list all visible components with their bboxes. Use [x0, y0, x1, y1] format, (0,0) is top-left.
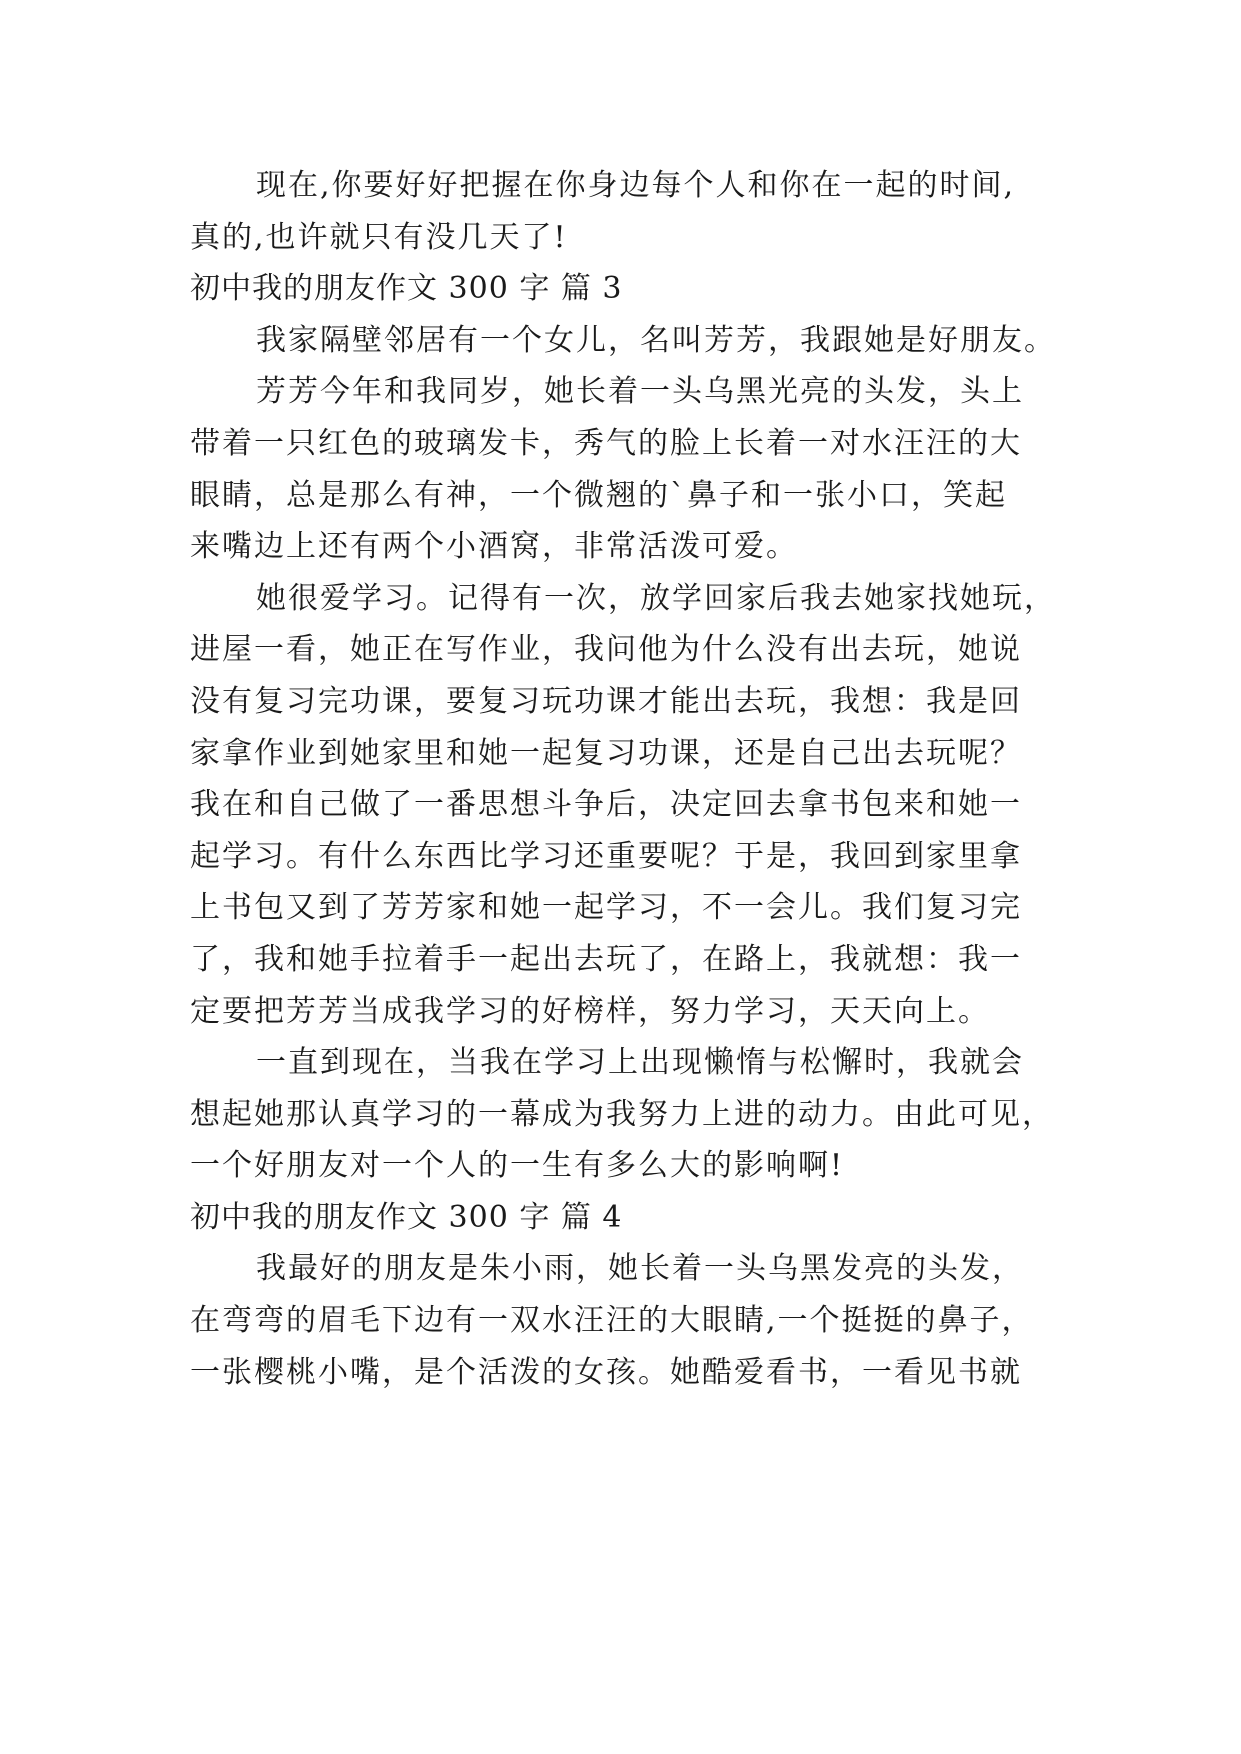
section-heading: 初中我的朋友作文 300 字 篇 4 — [190, 1199, 623, 1235]
paragraph-line: 上书包又到了芳芳家和她一起学习，不一会儿。我们复习完 — [190, 890, 1022, 926]
paragraph-line: 真的,也许就只有没几天了! — [190, 219, 568, 255]
paragraph-line: 现在,你要好好把握在你身边每个人和你在一起的时间, — [256, 168, 1016, 203]
paragraph-line: 来嘴边上还有两个小酒窝，非常活泼可爱。 — [190, 529, 798, 565]
paragraph-line: 想起她那认真学习的一幕成为我努力上进的动力。由此可见， — [190, 1096, 1054, 1132]
paragraph-line: 我在和自己做了一番思想斗争后，决定回去拿书包来和她一 — [190, 787, 1022, 823]
paragraph-line: 我家隔壁邻居有一个女儿，名叫芳芳，我跟她是好朋友。 — [256, 322, 1056, 358]
section-heading: 初中我的朋友作文 300 字 篇 3 — [190, 271, 623, 307]
paragraph-line: 起学习。有什么东西比学习还重要呢？于是，我回到家里拿 — [190, 838, 1022, 874]
paragraph-line: 一个好朋友对一个人的一生有多么大的影响啊! — [190, 1148, 845, 1184]
paragraph-line: 了，我和她手拉着手一起出去玩了，在路上，我就想：我一 — [190, 941, 1022, 977]
paragraph-line: 她很爱学习。记得有一次，放学回家后我去她家找她玩， — [256, 580, 1056, 616]
paragraph-line: 眼睛，总是那么有神，一个微翘的`鼻子和一张小口，笑起 — [190, 477, 1007, 513]
paragraph-line: 我最好的朋友是朱小雨，她长着一头乌黑发亮的头发， — [256, 1251, 1024, 1287]
document-body — [190, 160, 1056, 1398]
paragraph-line: 定要把芳芳当成我学习的好榜样，努力学习，天天向上。 — [190, 993, 990, 1029]
paragraph-line: 在弯弯的眉毛下边有一双水汪汪的大眼睛,一个挺挺的鼻子， — [190, 1303, 1034, 1339]
paragraph-line: 芳芳今年和我同岁，她长着一头乌黑光亮的头发，头上 — [256, 374, 1024, 410]
paragraph-line: 带着一只红色的玻璃发卡，秀气的脸上长着一对水汪汪的大 — [190, 425, 1022, 461]
paragraph-line: 一张樱桃小嘴，是个活泼的女孩。她酷爱看书，一看见书就 — [190, 1354, 1022, 1390]
paragraph-line: 没有复习完功课，要复习玩功课才能出去玩，我想：我是回 — [190, 683, 1022, 719]
paragraph-line: 一直到现在，当我在学习上出现懒惰与松懈时，我就会 — [256, 1045, 1024, 1081]
paragraph-line: 进屋一看，她正在写作业，我问他为什么没有出去玩，她说 — [190, 632, 1022, 668]
paragraph-line: 家拿作业到她家里和她一起复习功课，还是自己出去玩呢？ — [190, 735, 1022, 771]
